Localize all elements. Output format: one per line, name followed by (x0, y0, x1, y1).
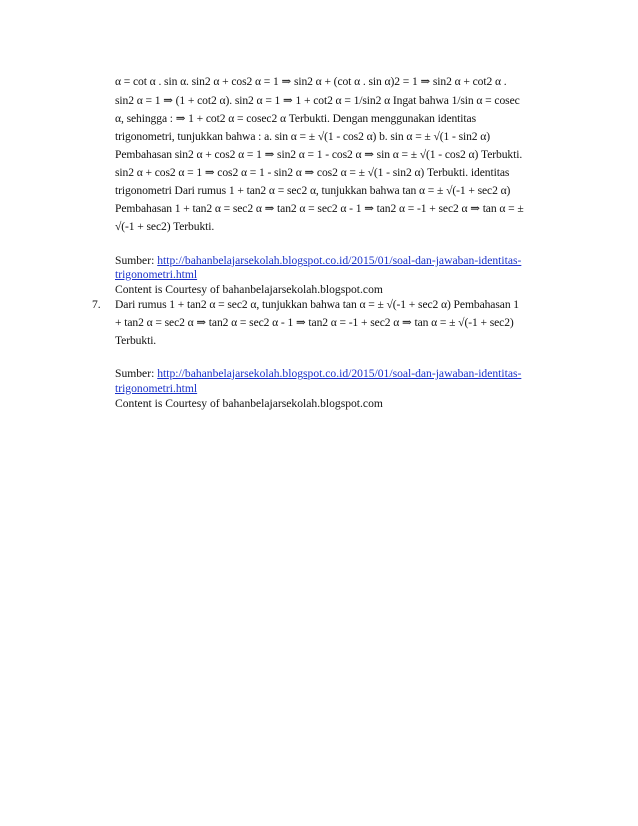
list-number: 7. (92, 298, 101, 311)
text-line: sin2 α + cos2 α = 1 ⇒ cos2 α = 1 - sin2 α ⇒ cos2 α = ± √(1 - sin2 α) Terbukti. identitas (115, 166, 510, 179)
courtesy-line: Content is Courtesy of bahanbelajarsekolah.blogspot.com (115, 283, 383, 296)
text-line: Pembahasan sin2 α + cos2 α = 1 ⇒ sin2 α = 1 - cos2 α ⇒ sin α = ± √(1 - cos2 α) Terbukti. (115, 148, 523, 161)
source-link-continued[interactable]: trigonometri.html (115, 382, 198, 395)
source-line-continued (115, 382, 197, 396)
source-line (115, 254, 521, 268)
text-line: α, sehingga : ⇒ 1 + cot2 α = cosec2 α Terbukti. Dengan menggunakan identitas (115, 112, 477, 125)
text-line: trigonometri, tunjukkan bahwa : a. sin α = ± √(1 - cos2 α) b. sin α = ± √(1 - sin2 α) (115, 130, 491, 143)
text-line: Dari rumus 1 + tan2 α = sec2 α, tunjukkan bahwa tan α = ± √(-1 + sec2 α) Pembahasan 1 (115, 298, 520, 311)
text-line: + tan2 α = sec2 α ⇒ tan2 α = sec2 α - 1 ⇒ tan2 α = -1 + sec2 α ⇒ tan α = ± √(-1 + sec2) (115, 316, 514, 329)
source-link[interactable]: http://bahanbelajarsekolah.blogspot.co.id/2015/01/soal-dan-jawaban-identitas- (157, 367, 522, 380)
source-link[interactable]: http://bahanbelajarsekolah.blogspot.co.id/2015/01/soal-dan-jawaban-identitas- (157, 254, 522, 267)
source-label: Sumber: (115, 254, 155, 267)
source-link-continued[interactable]: trigonometri.html (115, 268, 198, 281)
text-line: sin2 α = 1 ⇒ (1 + cot2 α). sin2 α = 1 ⇒ 1 + cot2 α = 1/sin2 α Ingat bahwa 1/sin α = cosec (115, 94, 520, 107)
source-line (115, 367, 521, 381)
text-line: √(-1 + sec2) Terbukti. (115, 220, 215, 233)
source-line-continued (115, 268, 197, 282)
text-line: Terbukti. (115, 334, 157, 347)
text-line: Pembahasan 1 + tan2 α = sec2 α ⇒ tan2 α = sec2 α - 1 ⇒ tan2 α = -1 + sec2 α ⇒ tan α = ± (115, 202, 524, 215)
courtesy-line: Content is Courtesy of bahanbelajarsekolah.blogspot.com (115, 397, 383, 410)
text-line: trigonometri Dari rumus 1 + tan2 α = sec2 α, tunjukkan bahwa tan α = ± √(-1 + sec2 α) (115, 184, 511, 197)
source-label: Sumber: (115, 367, 155, 380)
text-line: α = cot α . sin α. sin2 α + cos2 α = 1 ⇒ sin2 α + (cot α . sin α)2 = 1 ⇒ sin2 α + cot2 α . (115, 75, 507, 88)
